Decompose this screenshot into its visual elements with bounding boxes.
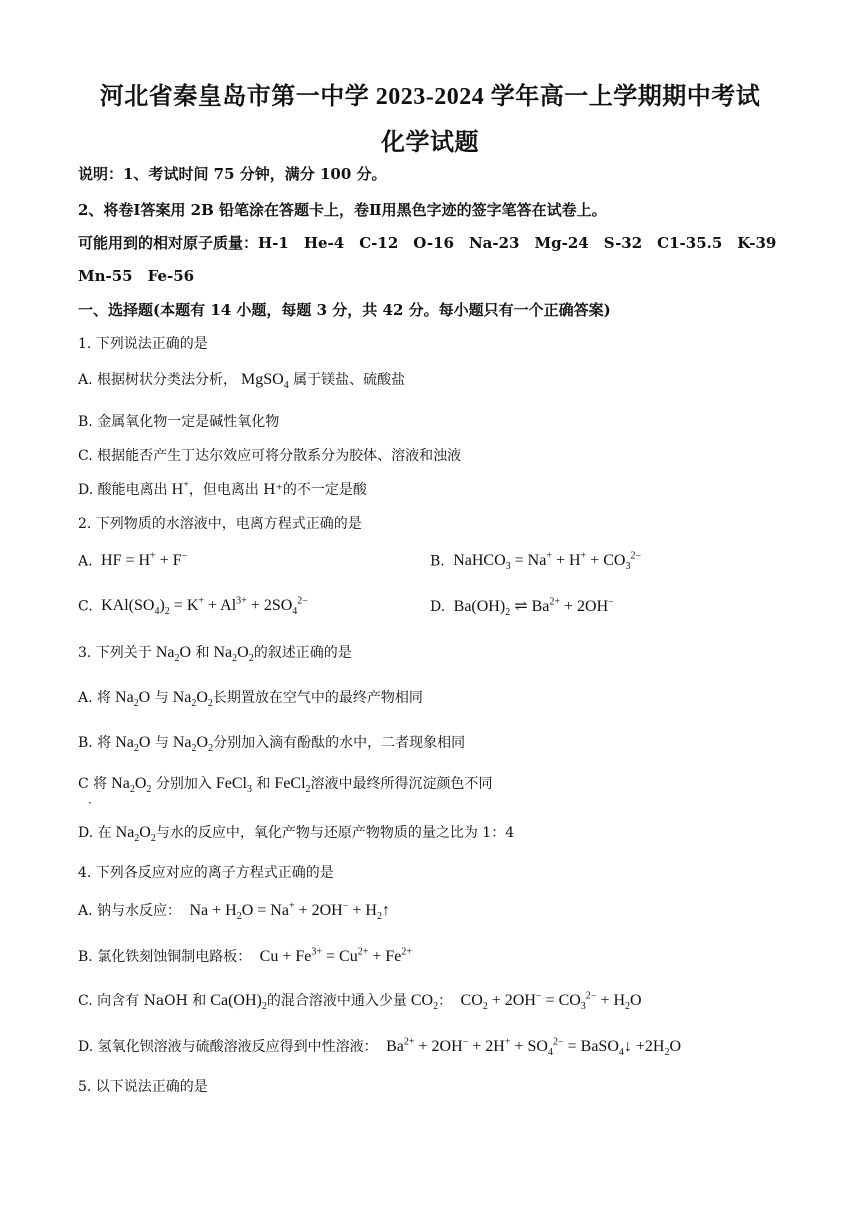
q4-stem: 4. 下列各反应对应的离子方程式正确的是: [78, 865, 334, 881]
exam-title: 河北省秦皇岛市第一中学 2023-2024 学年高一上学期期中考试: [99, 84, 761, 110]
equation-kal-so4: $KAl(SO_4)_2 = K^+ + Al^{3+} + 2SO_4^{2-}$: [101, 596, 308, 618]
note-atomic-masses-cont: Mn-55 Fe-56: [78, 267, 195, 285]
q1-option-d: [78, 479, 367, 499]
q5-stem: 5. 以下说法正确的是: [78, 1079, 208, 1095]
equation-na-water: $Na + H_2O = Na^+ + 2OH^-$ + $H_2↑$: [189, 900, 390, 923]
equation-nahco3: NaHCO$_3$ = $Na^+ + H^+ + CO_3^{2-}$: [453, 551, 642, 573]
equation-ba-oh: $Ba(OH)_2$ ⇌ $Ba^{2+} + 2OH^-$: [453, 596, 614, 619]
equation-cu-fe: $Cu + Fe^{3+} = Cu^{2+} + Fe^{2+}$: [259, 946, 413, 965]
note-atomic-masses: 可能用到的相对原子质量：H-1 He-4 C-12 O-16 Na-23 Mg-24 S-32 C1-35.5 K-39: [78, 234, 777, 252]
q2-option-d: [430, 596, 614, 618]
q1-d-text: D. 酸能电离出: [78, 482, 168, 498]
q3-option-c: C 将 $Na_2O_2$ 分别加入 FeCl$_3$ 和 FeCl$_2$溶液中最终所得沉淀颜色不同: [78, 775, 493, 796]
q4-option-c: C. 向含有 NaOH 和 $Ca(OH)_2$的混合溶液中通入少量 $CO_2$： $CO_2 + 2OH^- = CO_3^{2-} + H_2O$: [78, 990, 642, 1013]
equation-co2-oh: $CO_2 + 2OH^- = CO_3^{2-} + H_2O$: [460, 990, 642, 1013]
equation-baso4: $Ba^{2+} + 2OH^- + 2H^+ + SO_4^{2-}$ = BaSO$_4$↓ $+2H_2O$: [386, 1036, 682, 1059]
equation-hf: HF = H+ + F−: [101, 551, 188, 570]
note-2: 2、将卷Ⅰ答案用 2B 铅笔涂在答题卡上，卷Ⅱ用黑色字迹的签字笔答在试卷上。: [78, 201, 607, 219]
q4-option-a: A. 钠与水反应： $Na + H_2O = Na^+ + 2OH^-$ + $H_2↑$: [78, 900, 390, 923]
note-1: 说明：1、考试时间 75 分钟，满分 100 分。: [78, 165, 387, 183]
q4-option-b: B. 氯化铁刻蚀铜制电路板： $Cu + Fe^{3+} = Cu^{2+} + Fe^{2+}$: [78, 946, 413, 965]
q4-option-d: D. 氢氧化钡溶液与硫酸溶液反应得到中性溶液： $Ba^{2+} + 2OH^- + 2H^+ + SO_4^{2-}$ = BaSO$_4$↓ $+2H_2O$: [78, 1036, 682, 1059]
q2-a-label: A.: [78, 553, 93, 570]
q1-option-b: B. 金属氧化物一定是碱性氧化物: [78, 414, 280, 430]
q2-stem: 2. 下列物质的水溶液中，电离方程式正确的是: [78, 516, 362, 532]
q2-option-a: [78, 551, 187, 570]
q3-option-b: B. 将 $Na_2O$ 与 $Na_2O_2$分别加入滴有酚酞的水中，二者现象相同: [78, 734, 466, 755]
q2-option-c: [78, 596, 308, 618]
section-heading: 一、选择题(本题有 14 小题，每题 3 分，共 42 分。每小题只有一个正确答案): [78, 301, 611, 319]
formula-mgso4: MgSO$_4$: [241, 371, 289, 392]
q2-option-b: [430, 551, 641, 573]
q3-stem: 3. 下列关于 $Na_2O$ 和 $Na_2O_2$的叙述正确的是: [78, 644, 352, 665]
q2-b-label: B.: [430, 553, 445, 570]
q1-a-tail: 属于镁盐、硫酸盐: [293, 372, 406, 388]
q1-option-c: C. 根据能否产生丁达尔效应可将分散系分为胶体、溶液和浊液: [78, 448, 462, 464]
stray-dot: ·: [88, 796, 92, 810]
q1-stem: 1. 下列说法正确的是: [78, 336, 208, 352]
q3-option-d: D. 在 $Na_2O_2$与水的反应中，氧化产物与还原产物物质的量之比为 1：4: [78, 824, 515, 845]
q1-d-tail: ，但电离出 H⁺的不一定是酸: [188, 482, 367, 498]
q1-option-a: [78, 369, 405, 391]
q2-c-label: C.: [78, 598, 93, 615]
formula-h-plus: H+: [171, 479, 189, 498]
q3-option-a: A. 将 $Na_2O$ 与 $Na_2O_2$长期置放在空气中的最终产物相同: [78, 689, 423, 710]
q1-a-text: A. 根据树状分类法分析，: [78, 372, 238, 388]
q2-d-label: D.: [430, 599, 446, 615]
exam-subtitle: 化学试题: [381, 130, 479, 156]
